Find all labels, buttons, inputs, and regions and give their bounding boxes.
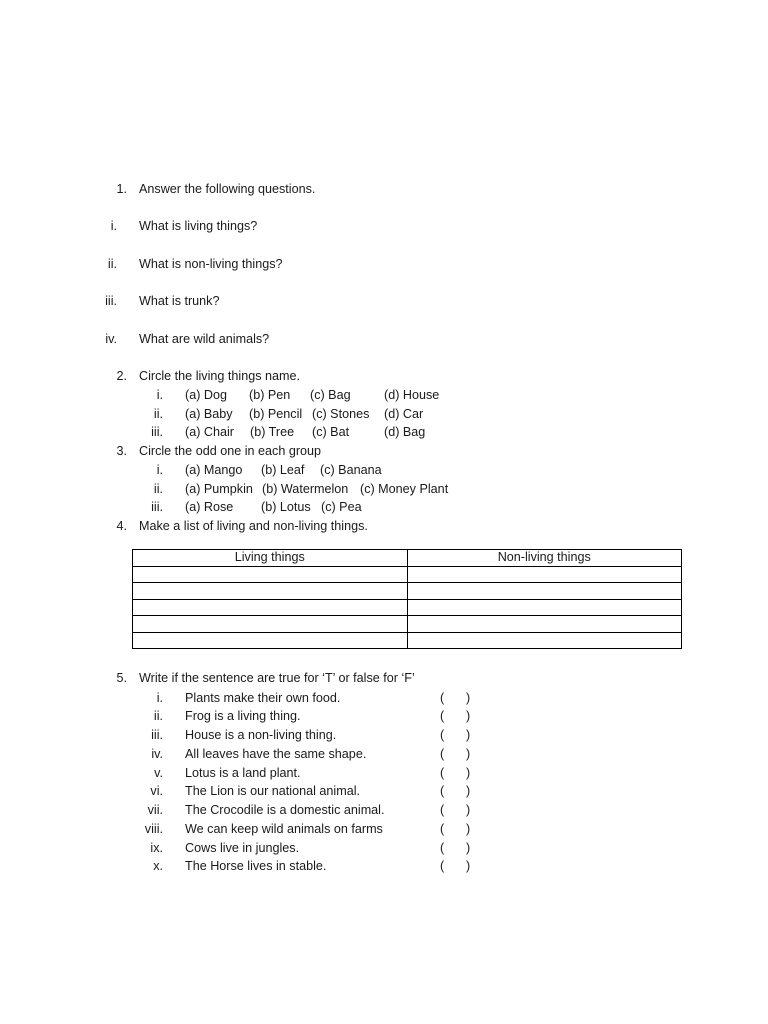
answer-bracket-close: ) xyxy=(466,803,471,817)
statement-text: House is a non-living thing. xyxy=(185,728,337,742)
statement-number: i. xyxy=(156,691,163,705)
option-a: (a) Pumpkin xyxy=(185,482,253,496)
option-b: (b) Leaf xyxy=(261,463,305,477)
answer-bracket-open[interactable]: ( xyxy=(440,859,445,873)
sub-question-text: What is non-living things? xyxy=(139,257,283,271)
option-b: (b) Watermelon xyxy=(262,482,349,496)
question-title: Make a list of living and non-living things. xyxy=(139,519,368,533)
option-row-number: i. xyxy=(156,388,163,402)
answer-bracket-open[interactable]: ( xyxy=(440,709,445,723)
question-title: Circle the odd one in each group xyxy=(139,444,322,458)
option-c: (c) Bag xyxy=(310,388,351,402)
sub-question-text: What are wild animals? xyxy=(139,332,270,346)
option-row-number: ii. xyxy=(153,407,163,421)
statement-number: v. xyxy=(154,766,163,780)
answer-bracket-open[interactable]: ( xyxy=(440,728,445,742)
option-d: (d) House xyxy=(384,388,440,402)
option-b: (b) Tree xyxy=(250,425,295,439)
table-cell[interactable] xyxy=(407,566,682,583)
table-cell[interactable] xyxy=(133,566,408,583)
answer-bracket-close: ) xyxy=(466,784,471,798)
statement-number: x. xyxy=(153,859,163,873)
statement-text: The Crocodile is a domestic animal. xyxy=(185,803,385,817)
option-c: (c) Banana xyxy=(320,463,382,477)
option-d: (d) Bag xyxy=(384,425,426,439)
statement-text: Lotus is a land plant. xyxy=(185,766,301,780)
table-cell[interactable] xyxy=(407,632,682,649)
statement-text: All leaves have the same shape. xyxy=(185,747,367,761)
table-cell[interactable] xyxy=(133,583,408,600)
table-cell[interactable] xyxy=(407,599,682,616)
option-row-number: iii. xyxy=(151,425,163,439)
answer-bracket-open[interactable]: ( xyxy=(440,803,445,817)
answer-bracket-close: ) xyxy=(466,859,471,873)
statement-number: ii. xyxy=(153,709,163,723)
statement-number: iv. xyxy=(151,747,163,761)
option-row-number: iii. xyxy=(151,500,163,514)
option-a: (a) Dog xyxy=(185,388,227,402)
answer-bracket-open[interactable]: ( xyxy=(440,691,445,705)
table-row xyxy=(133,583,682,600)
statement-text: Frog is a living thing. xyxy=(185,709,301,723)
statement-number: iii. xyxy=(151,728,163,742)
sub-question-number: iii. xyxy=(105,294,117,308)
answer-bracket-open[interactable]: ( xyxy=(440,822,445,836)
answer-bracket-open[interactable]: ( xyxy=(440,766,445,780)
answer-bracket-close: ) xyxy=(466,691,471,705)
option-row-number: ii. xyxy=(153,482,163,496)
answer-bracket-close: ) xyxy=(466,766,471,780)
sub-question-text: What is trunk? xyxy=(139,294,220,308)
table-header-row xyxy=(133,550,682,567)
answer-bracket-open[interactable]: ( xyxy=(440,747,445,761)
statement-text: Cows live in jungles. xyxy=(185,841,300,855)
table-row xyxy=(133,616,682,633)
option-b: (b) Pencil xyxy=(249,407,303,421)
option-a: (a) Rose xyxy=(185,500,234,514)
column-header-non-living: Non-living things xyxy=(407,550,682,567)
question-title: Circle the living things name. xyxy=(139,369,300,383)
statement-number: viii. xyxy=(144,822,163,836)
sub-question-number: ii. xyxy=(107,257,117,271)
table-row xyxy=(133,632,682,649)
question-number: 4. xyxy=(116,519,127,533)
table-cell[interactable] xyxy=(407,583,682,600)
answer-bracket-close: ) xyxy=(466,747,471,761)
question-title: Write if the sentence are true for ‘T’ or false for ‘F’ xyxy=(139,671,415,685)
statement-text: Plants make their own food. xyxy=(185,691,341,705)
option-c: (c) Stones xyxy=(312,407,370,421)
option-a: (a) Baby xyxy=(185,407,233,421)
option-a: (a) Chair xyxy=(185,425,234,439)
sub-question-number: iv. xyxy=(105,332,117,346)
question-number: 3. xyxy=(116,444,127,458)
statement-number: vi. xyxy=(150,784,163,798)
statement-text: We can keep wild animals on farms xyxy=(185,822,383,836)
table-row xyxy=(133,599,682,616)
answer-bracket-open[interactable]: ( xyxy=(440,784,445,798)
statement-number: vii. xyxy=(147,803,163,817)
option-d: (d) Car xyxy=(384,407,424,421)
option-c: (c) Pea xyxy=(321,500,362,514)
question-title: Answer the following questions. xyxy=(139,182,316,196)
question-number: 2. xyxy=(116,369,127,383)
option-b: (b) Pen xyxy=(249,388,291,402)
table-cell[interactable] xyxy=(407,616,682,633)
option-b: (b) Lotus xyxy=(261,500,311,514)
answer-bracket-close: ) xyxy=(466,728,471,742)
option-c: (c) Money Plant xyxy=(360,482,449,496)
living-nonliving-table xyxy=(132,549,682,649)
answer-bracket-close: ) xyxy=(466,822,471,836)
question-number: 5. xyxy=(116,671,127,685)
table-cell[interactable] xyxy=(133,599,408,616)
answer-bracket-close: ) xyxy=(466,841,471,855)
statement-number: ix. xyxy=(150,841,163,855)
option-c: (c) Bat xyxy=(312,425,350,439)
statement-text: The Horse lives in stable. xyxy=(185,859,327,873)
sub-question-text: What is living things? xyxy=(139,219,258,233)
question-number: 1. xyxy=(116,182,127,196)
option-row-number: i. xyxy=(156,463,163,477)
option-a: (a) Mango xyxy=(185,463,243,477)
sub-question-number: i. xyxy=(110,219,117,233)
column-header-living: Living things xyxy=(133,550,408,567)
table-row xyxy=(133,566,682,583)
statement-text: The Lion is our national animal. xyxy=(185,784,361,798)
table-cell[interactable] xyxy=(133,632,408,649)
answer-bracket-close: ) xyxy=(466,709,471,723)
answer-bracket-open[interactable]: ( xyxy=(440,841,445,855)
table-cell[interactable] xyxy=(133,616,408,633)
